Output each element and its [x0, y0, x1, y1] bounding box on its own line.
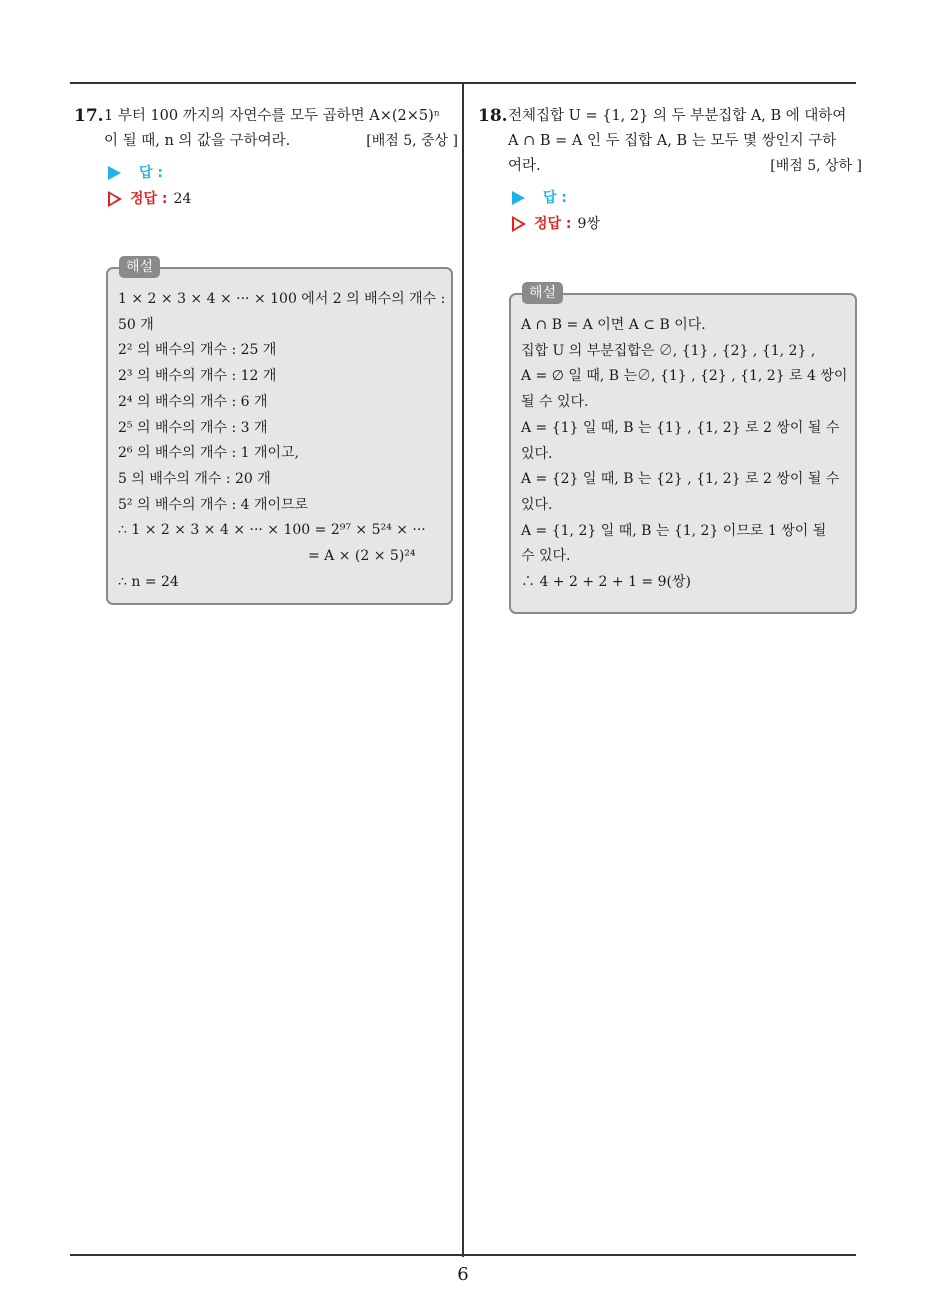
solution-tag: 해설 — [119, 256, 160, 278]
answer-row[interactable] — [108, 160, 458, 186]
solution-line: A = {1} 일 때, B 는 {1} , {1, 2} 로 2 쌍이 될 수 — [521, 419, 840, 436]
play-triangle-icon — [512, 191, 525, 205]
solution-line: 1 × 2 × 3 × 4 × ··· × 100 에서 2 의 배수의 개수 : — [118, 291, 446, 307]
answer-area — [512, 185, 862, 237]
solution-line: 2⁶ 의 배수의 개수 : 1 개이고, — [118, 445, 300, 462]
correct-label: 정답 : — [130, 191, 168, 207]
correct-value: 24 — [173, 191, 192, 207]
question-line: A ∩ B = A 인 두 집합 A, B 는 모두 몇 쌍인지 구하 — [508, 133, 837, 149]
question-17 — [74, 104, 458, 212]
solution-line: ∴ n = 24 — [118, 573, 179, 590]
correct-answer-row — [512, 211, 862, 237]
solution-line: A = ∅ 일 때, B 는∅, {1} , {2} , {1, 2} 로 4 쌍이 — [521, 368, 848, 385]
question-line: 이 될 때, n 의 값을 구하여라. [배점 5, 중상 ] — [104, 129, 458, 154]
question-line: 1 부터 100 까지의 자연수를 모두 곱하면 A×(2×5)ⁿ — [104, 108, 441, 124]
page-number: 6 — [457, 1264, 469, 1285]
question-18-prompt — [478, 104, 862, 179]
solution-line: A = {2} 일 때, B 는 {2} , {1, 2} 로 2 쌍이 될 수 — [521, 471, 840, 488]
solution-line: 2² 의 배수의 개수 : 25 개 — [118, 342, 277, 359]
answer-label: 답 : — [543, 190, 567, 206]
solution-line: 5 의 배수의 개수 : 20 개 — [118, 470, 271, 487]
solution-line: 2⁴ 의 배수의 개수 : 6 개 — [118, 393, 268, 410]
solution-line: ∴ 1 × 2 × 3 × 4 × ··· × 100 = 2⁹⁷ × 5²⁴ × ··· — [118, 522, 426, 539]
solution-line: 2³ 의 배수의 개수 : 12 개 — [118, 368, 277, 385]
points-label: [배점 5, 중상 ] — [366, 133, 458, 149]
answer-row[interactable] — [512, 185, 862, 211]
solution-line: A = {1, 2} 일 때, B 는 {1, 2} 이므로 1 쌍이 될 — [521, 522, 827, 539]
question-17-prompt — [74, 104, 458, 154]
solution-line: = A × (2 × 5)²⁴ — [308, 548, 416, 565]
solution-line: 집합 U 의 부분집합은 ∅, {1} , {2} , {1, 2} , — [521, 342, 816, 359]
solution-line: 2⁵ 의 배수의 개수 : 3 개 — [118, 419, 268, 436]
answer-label: 답 : — [139, 165, 163, 181]
solution-tag: 해설 — [522, 282, 563, 304]
column-divider — [462, 83, 464, 1257]
solution-box-18 — [509, 285, 857, 614]
play-triangle-icon — [108, 166, 121, 180]
solution-line: 될 수 있다. — [521, 394, 589, 411]
question-line: 여라. [배점 5, 상하 ] — [508, 154, 862, 179]
solution-line: 5² 의 배수의 개수 : 4 개이므로 — [118, 496, 309, 513]
question-number: 17. — [74, 106, 104, 126]
answer-area — [108, 160, 458, 212]
solution-line: ∴ 4 + 2 + 2 + 1 = 9(쌍) — [521, 574, 691, 591]
question-line: 전체집합 U = {1, 2} 의 두 부분집합 A, B 에 대하여 — [508, 108, 847, 124]
question-18 — [478, 104, 862, 237]
bottom-rule — [70, 1254, 856, 1256]
correct-label: 정답 : — [534, 216, 572, 232]
solution-line: 있다. — [521, 445, 553, 462]
correct-value: 9쌍 — [577, 216, 600, 232]
solution-line: 수 있다. — [521, 548, 571, 565]
points-label: [배점 5, 상하 ] — [770, 158, 862, 174]
solution-line: A ∩ B = A 이면 A ⊂ B 이다. — [521, 317, 706, 333]
correct-answer-row — [108, 186, 458, 212]
solution-line: 있다. — [521, 496, 553, 513]
outline-triangle-icon — [108, 191, 122, 207]
solution-box-17 — [106, 259, 453, 605]
question-number: 18. — [478, 106, 508, 126]
solution-line: 50 개 — [118, 316, 154, 333]
outline-triangle-icon — [512, 216, 526, 232]
